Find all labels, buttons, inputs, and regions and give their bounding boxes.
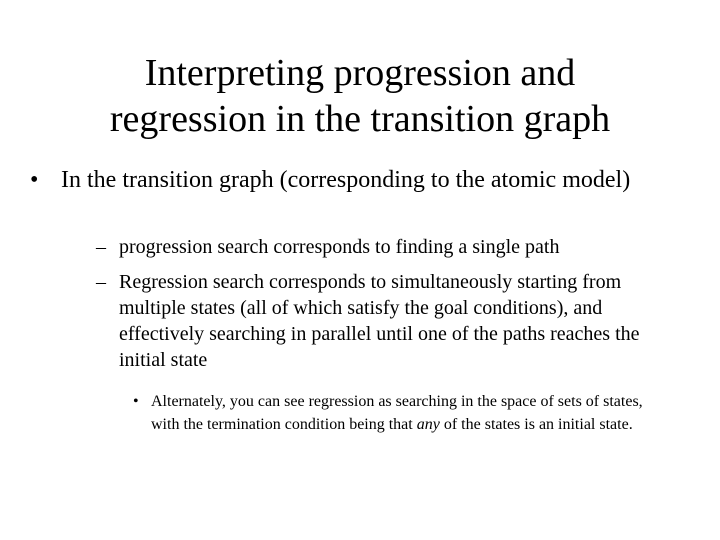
slide-title xyxy=(40,50,680,142)
title-line-2: regression in the transition graph xyxy=(109,98,611,140)
dash-marker: – xyxy=(96,236,106,258)
sub-bullet-text: Regression search corresponds to simultaneously starting from multiple states (all of which satisfy the goal conditions), and effectively searching in parallel until one of the paths reaches the initial state xyxy=(119,271,640,371)
sub-bullet-text: progression search corresponds to finding a single path xyxy=(119,236,560,258)
dash-marker: – xyxy=(96,271,106,293)
sub-sub-bullet-alternately xyxy=(133,390,673,436)
bullet-transition-graph xyxy=(30,165,670,195)
text-after: of the states is an initial state. xyxy=(439,416,633,433)
bullet-text: In the transition graph (corresponding to the atomic model) xyxy=(61,167,631,193)
emphasis-any: any xyxy=(416,416,440,433)
sub-bullet-progression xyxy=(96,234,676,260)
sub-sub-bullet-text xyxy=(151,390,673,436)
sub-bullet-regression xyxy=(96,269,676,373)
text-before: Alternately, you can see regression as searching in the space of sets of states, with the termination condition being that xyxy=(151,393,643,433)
bullet-marker: • xyxy=(133,393,139,410)
title-line-1: Interpreting progression and xyxy=(144,52,576,94)
bullet-marker: • xyxy=(30,167,39,193)
